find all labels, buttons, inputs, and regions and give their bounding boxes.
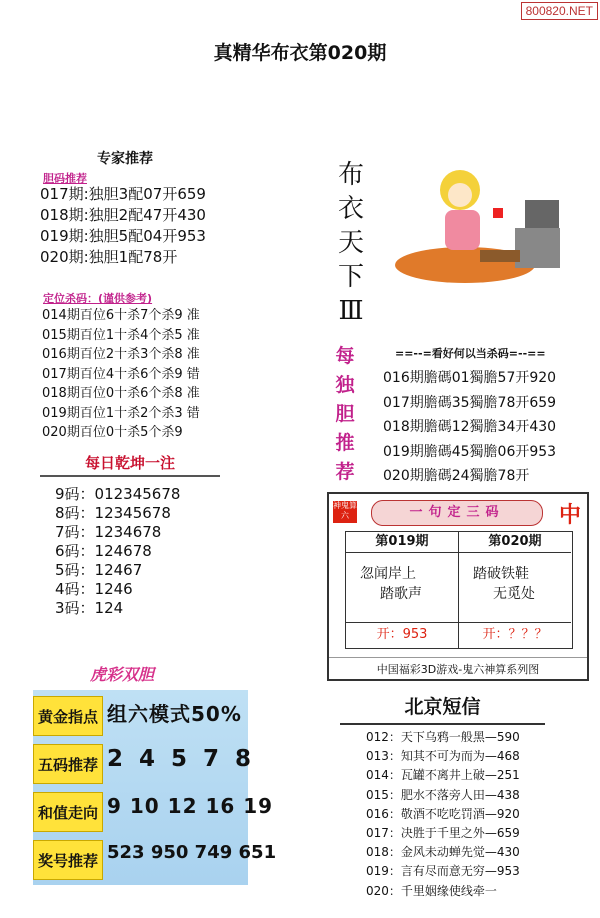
riddle-line: 无觅处 bbox=[493, 586, 535, 602]
riddle-grid bbox=[345, 531, 573, 649]
list-item: 017期膽碼35獨膽78开659 bbox=[383, 394, 557, 411]
dudan-label: 胆码推荐 bbox=[43, 172, 87, 185]
list-item: 016期膽碼01獨膽57开920 bbox=[383, 370, 557, 386]
open-result: 开：？？？ bbox=[459, 622, 571, 647]
list-item: 019期膽碼45獨膽06开953 bbox=[383, 443, 557, 460]
list-item: 017期:独胆3配07开659 bbox=[40, 185, 206, 203]
list-item: 8码：12345678 bbox=[55, 504, 171, 522]
tiger-value: 523 950 749 651 bbox=[107, 842, 277, 863]
list-item: 018期:独胆2配47开430 bbox=[40, 206, 206, 224]
tiger-label: 奖号推荐 bbox=[33, 840, 103, 880]
tiger-label: 五码推荐 bbox=[33, 744, 103, 784]
list-item: 018期百位0十杀6个杀8 准 bbox=[42, 386, 200, 401]
list-item: 018：金风未动蝉先觉—430 bbox=[366, 845, 520, 860]
riddle-column bbox=[459, 532, 571, 648]
beijing-title: 北京短信 bbox=[340, 692, 545, 725]
tiger-value: 组六模式50% bbox=[107, 702, 242, 726]
tiger-panel bbox=[33, 690, 277, 885]
tiger-row bbox=[33, 692, 248, 737]
open-result: 开：953 bbox=[346, 622, 458, 647]
list-item: 020期:独胆1配78开 bbox=[40, 248, 178, 266]
beijing-sms-list bbox=[366, 728, 520, 901]
list-item: 013：知其不可为而为—468 bbox=[366, 749, 520, 764]
list-item: 020期膽碼24獨膽78开 bbox=[383, 468, 530, 484]
list-item: 015期百位1十杀4个杀5 准 bbox=[42, 327, 200, 343]
dudan-list bbox=[40, 184, 206, 268]
list-item: 017：决胜于千里之外—659 bbox=[366, 826, 520, 841]
panel-header bbox=[329, 494, 587, 530]
list-item: 014：瓦罐不离井上破—251 bbox=[366, 768, 520, 783]
badge: 神鬼算六 bbox=[333, 501, 357, 523]
list-item: 016：敬酒不吃吃罚酒—920 bbox=[366, 806, 520, 821]
tiger-value: 2 4 5 7 8 bbox=[107, 746, 256, 772]
list-item: 019期百位1十杀2个杀3 错 bbox=[42, 405, 200, 421]
tiger-label: 黄金指点 bbox=[33, 696, 103, 736]
column-head: 第019期 bbox=[346, 532, 458, 553]
daily-title: 每日乾坤一注 bbox=[40, 452, 220, 477]
cartoon-illustration bbox=[385, 150, 570, 290]
daily-codes bbox=[55, 485, 180, 618]
tiger-row bbox=[33, 740, 256, 785]
page-title: 真精华布衣第020期 bbox=[213, 42, 387, 64]
tiger-value: 9 10 12 16 19 bbox=[107, 794, 274, 818]
position-label: 定位杀码：(谨供参考) bbox=[43, 292, 153, 305]
list-item: 015：肥水不落旁人田—438 bbox=[366, 787, 520, 802]
list-item: 018期膽碼12獨膽34开430 bbox=[383, 419, 557, 435]
list-item: 019：言有尽而意无穷—953 bbox=[366, 864, 520, 879]
list-item: 4码：1246 bbox=[55, 580, 133, 598]
tiger-title: 虎彩双胆 bbox=[90, 665, 155, 684]
buyi-vertical-title: 布衣天下Ⅲ bbox=[337, 160, 364, 326]
list-item: 016期百位2十杀3个杀8 准 bbox=[42, 347, 200, 362]
position-list bbox=[42, 306, 200, 443]
riddle-column bbox=[346, 532, 459, 648]
list-item: 017期百位4十杀6个杀9 错 bbox=[42, 366, 200, 382]
tiger-row bbox=[33, 836, 277, 881]
panel-caption: 中国福彩3D游戏-鬼六神算系列图 bbox=[329, 657, 587, 677]
list-item: 020期百位0十杀5个杀9 bbox=[42, 425, 183, 440]
guiliu-panel bbox=[327, 492, 589, 681]
site-watermark: 800820.NET bbox=[521, 2, 598, 20]
riddle-line: 忽闻岸上 bbox=[360, 566, 416, 582]
expert-title: 专家推荐 bbox=[97, 151, 153, 167]
column-head: 第020期 bbox=[459, 532, 571, 553]
list-item: 014期百位6十杀7个杀9 准 bbox=[42, 308, 200, 323]
list-item: 012：天下乌鸦一般黑—590 bbox=[366, 730, 520, 744]
lottery-logo: 中 bbox=[558, 503, 581, 528]
tiger-row bbox=[33, 788, 274, 833]
list-item: 020：千里姻缘使线牵一 bbox=[366, 883, 497, 898]
dudan-vertical-title: 每独胆推荐 bbox=[335, 345, 355, 483]
tiger-label: 和值走向 bbox=[33, 792, 103, 832]
list-item: 6码：124678 bbox=[55, 542, 152, 560]
dudan-box-head: ==--=看好何以当杀码=--== bbox=[395, 347, 546, 360]
panel-banner: 一句定三码 bbox=[371, 500, 543, 526]
list-item: 019期:独胆5配04开953 bbox=[40, 227, 206, 245]
list-item: 5码：12467 bbox=[55, 561, 143, 579]
list-item: 9码：012345678 bbox=[55, 485, 181, 503]
list-item: 3码：124 bbox=[55, 599, 124, 617]
dudan-box-list bbox=[383, 366, 556, 489]
list-item: 7码：1234678 bbox=[55, 523, 162, 541]
riddle-line: 踏歌声 bbox=[380, 586, 422, 602]
riddle-line: 踏破铁鞋 bbox=[473, 566, 529, 582]
